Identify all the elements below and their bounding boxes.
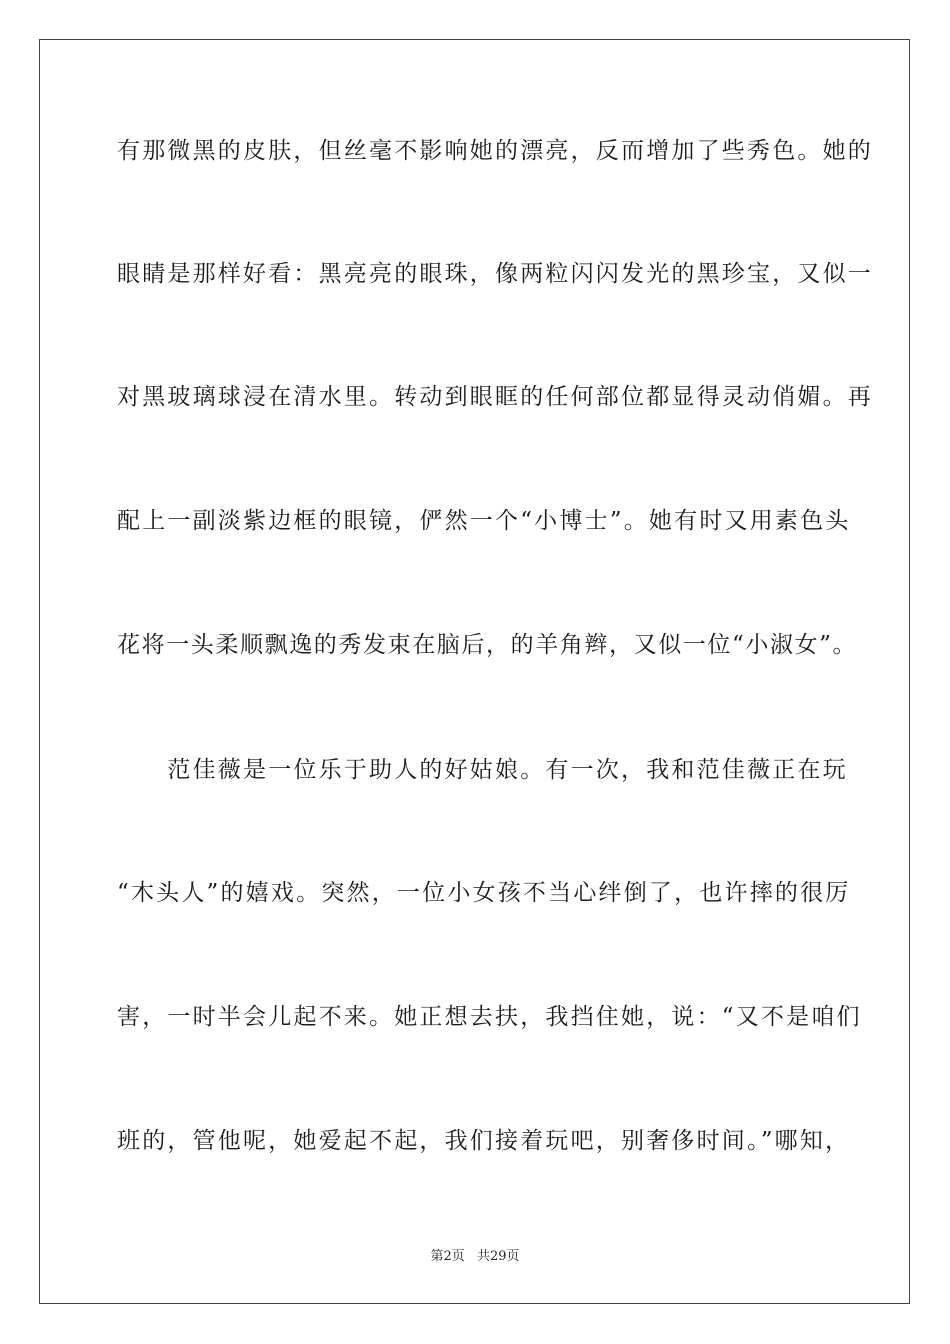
text-line-7: “木头人”的嬉戏。突然，一位小女孩不当心绊倒了，也许摔的很厉 [117, 880, 851, 906]
page-number: 第2页 [430, 1249, 465, 1264]
page-total: 共29页 [476, 1249, 520, 1264]
text-line-3: 对黑玻璃球浸在清水里。转动到眼眶的任何部位都显得灵动俏媚。再 [117, 384, 873, 410]
text-line-9: 班的，管他呢，她爱起不起，我们接着玩吧，别奢侈时间。”哪知， [117, 1128, 851, 1154]
page-footer [0, 1248, 950, 1266]
text-line-8: 害，一时半会儿起不来。她正想去扶，我挡住她，说：“又不是咱们 [117, 1004, 862, 1030]
text-line-6: 范佳薇是一位乐于助人的好姑娘。有一次，我和范佳薇正在玩 [117, 757, 848, 783]
text-line-5: 花将一头柔顺飘逸的秀发束在脑后，的羊角辫，又似一位“小淑女”。 [117, 632, 858, 658]
text-line-4: 配上一副淡紫边框的眼镜，俨然一个“小博士”。她有时又用素色头 [117, 508, 851, 534]
text-line-2: 眼睛是那样好看：黑亮亮的眼珠，像两粒闪闪发光的黑珍宝，又似一 [117, 261, 873, 287]
text-line-1: 有那微黑的皮肤，但丝毫不影响她的漂亮，反而增加了些秀色。她的 [117, 138, 873, 164]
page-border [39, 39, 910, 1304]
